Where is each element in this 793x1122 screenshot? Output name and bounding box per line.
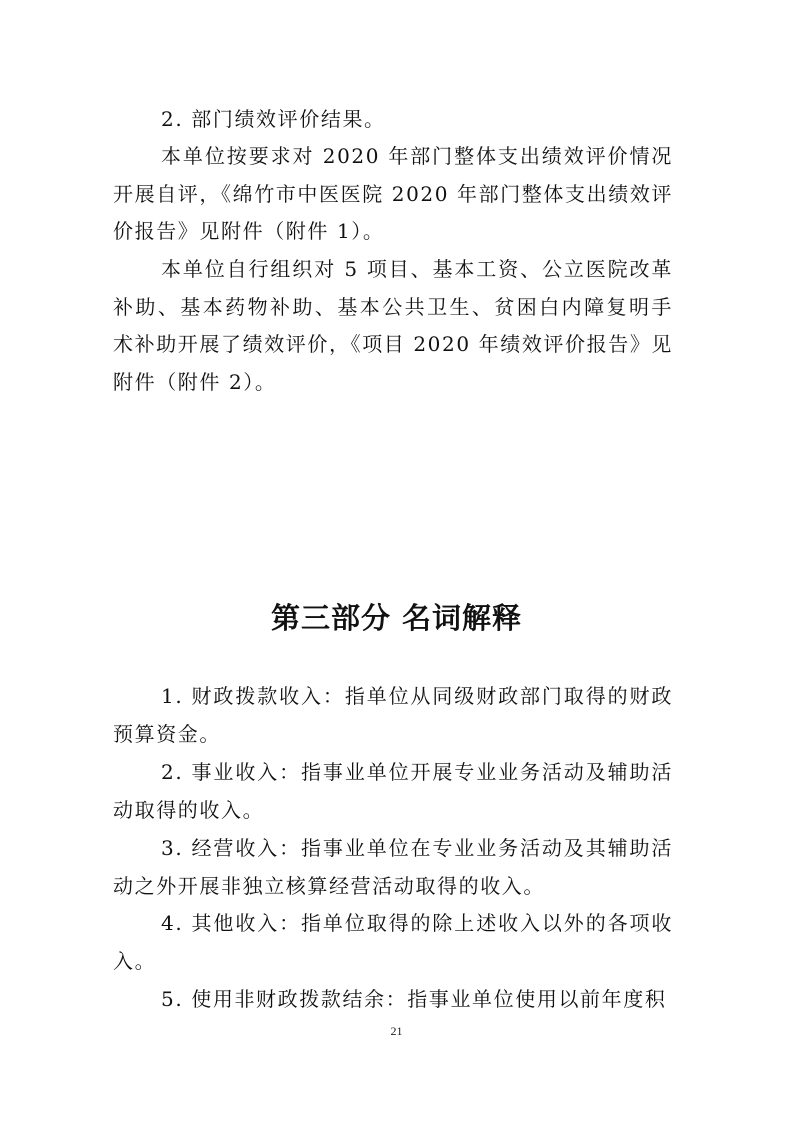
page-number: 21 bbox=[390, 1024, 403, 1038]
item-2-title: 2. 部门绩效评价结果。 bbox=[161, 107, 386, 131]
term-other-income: 4. 其他收入：指单位取得的除上述收入以外的各项收入。 bbox=[113, 911, 673, 973]
self-evaluation-paragraph: 本单位按要求对 2020 年部门整体支出绩效评价情况开展自评，《绵竹市中医医院 2020 年部门整体支出绩效评价报告》见附件（附件 1）。 bbox=[113, 144, 674, 243]
term-non-fiscal-surplus: 5. 使用非财政拨款结余：指事业单位使用以前年度积 bbox=[161, 987, 667, 1011]
term-business-income: 2. 事业收入：指事业单位开展专业业务活动及辅助活动取得的收入。 bbox=[113, 760, 673, 822]
term-operating-income: 3. 经营收入：指事业单位在专业业务活动及其辅助活动之外开展非独立核算经营活动取得的收入。 bbox=[113, 836, 673, 898]
part-three-heading: 第三部分 名词解释 bbox=[270, 601, 523, 635]
project-evaluation-paragraph: 本单位自行组织对 5 项目、基本工资、公立医院改革补助、基本药物补助、基本公共卫生、贫困白内障复明手术补助开展了绩效评价，《项目 2020 年绩效评价报告》见附件（附件 2）。 bbox=[113, 257, 674, 394]
term-fiscal-appropriation-income: 1. 财政拨款收入：指单位从同级财政部门取得的财政预算资金。 bbox=[113, 684, 673, 746]
